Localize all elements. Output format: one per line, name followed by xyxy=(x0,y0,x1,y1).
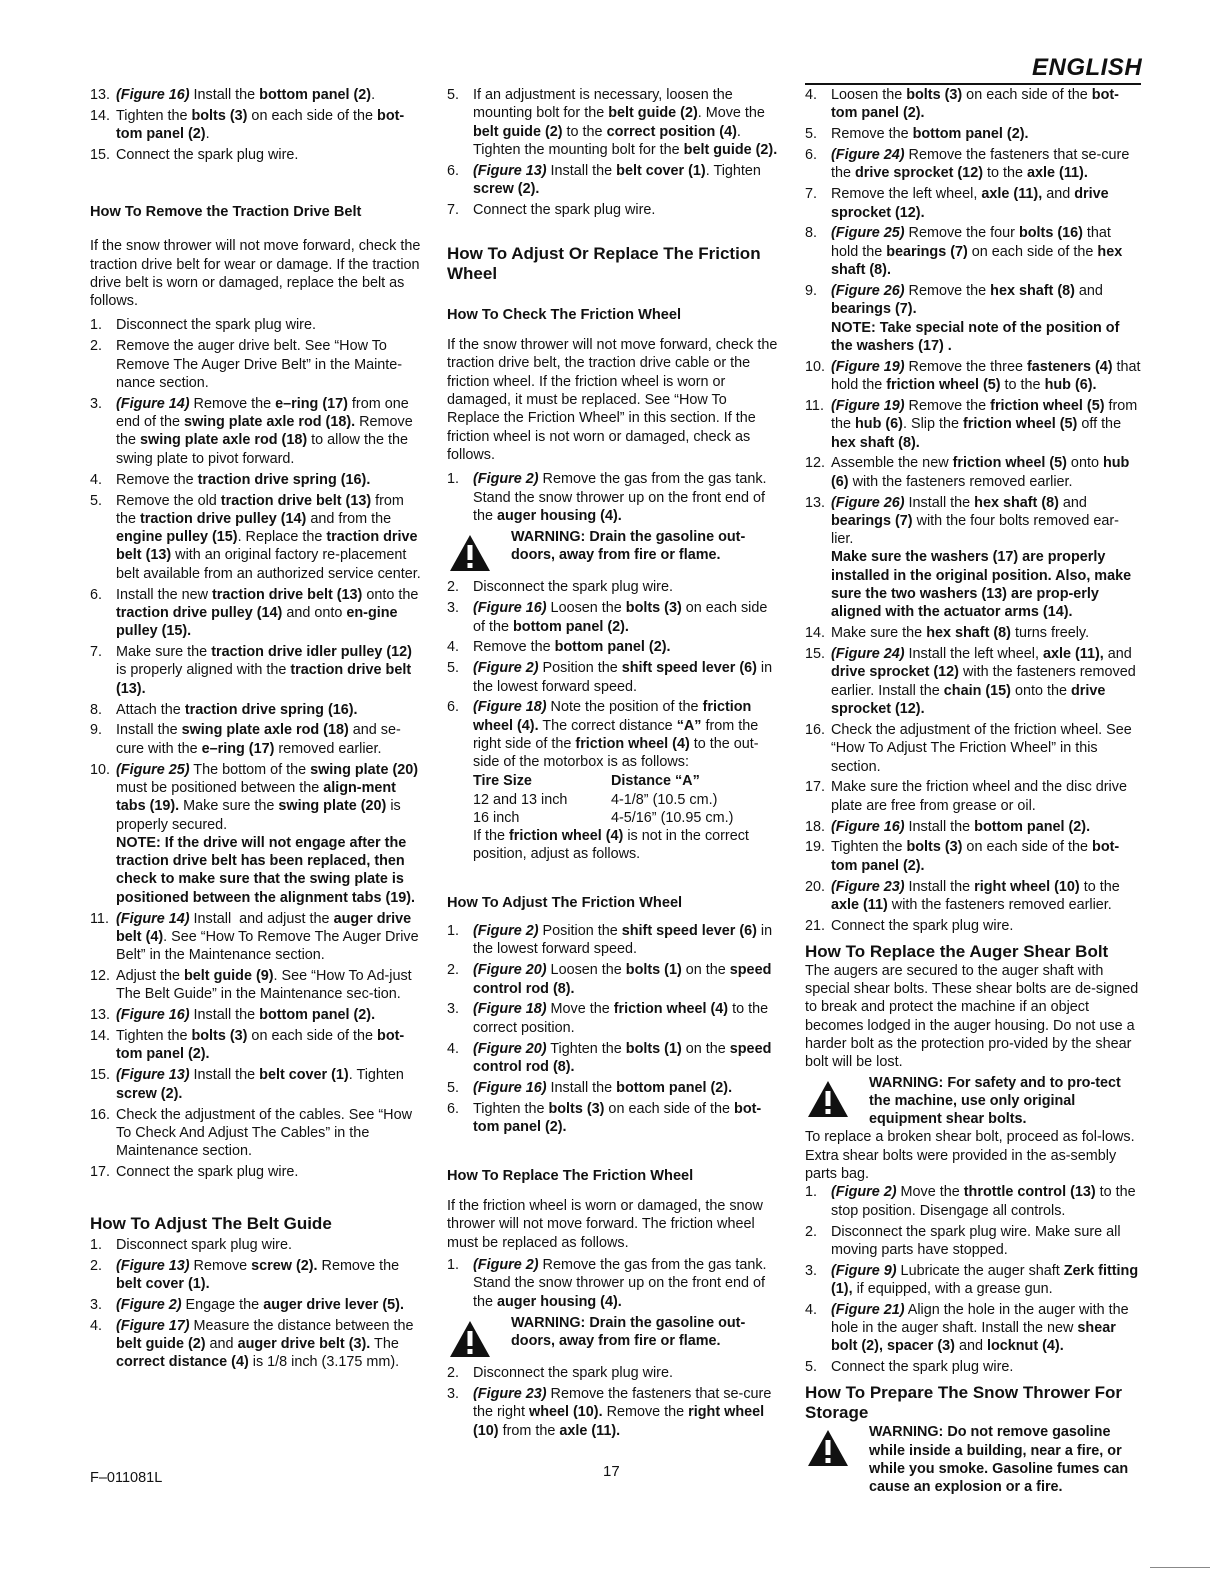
replace-heading: How To Replace The Friction Wheel xyxy=(447,1167,694,1184)
step-text: Make sure the hex shaft (8) turns freely. xyxy=(831,625,1090,642)
step-text: Remove the bottom panel (2). xyxy=(473,639,671,656)
list-item xyxy=(90,1317,426,1372)
list-item xyxy=(805,494,1141,622)
list-item xyxy=(447,698,783,771)
step-number: 8. xyxy=(805,225,818,242)
list-item xyxy=(90,1066,426,1103)
step-number: 3. xyxy=(90,1296,103,1313)
step-number: 2. xyxy=(90,338,103,355)
replace-step-1 xyxy=(447,1256,783,1311)
step-text: Connect the spark plug wire. xyxy=(473,201,656,218)
step-number: 21. xyxy=(805,917,826,934)
list-item xyxy=(90,395,426,468)
step-number: 5. xyxy=(805,1359,818,1376)
list-item xyxy=(90,701,426,719)
step-text: If an adjustment is necessary, loosen the mounting bolt for the belt guide (2). Move the belt guide (2) to the correct position (4). Tighten the mounting bolt for the belt guide (2). xyxy=(473,87,778,158)
table-header-distance: Distance “A” xyxy=(611,773,700,790)
list-item xyxy=(447,1256,783,1311)
step-number: 2. xyxy=(447,579,460,596)
column-2 xyxy=(447,86,783,1443)
step-number: 10. xyxy=(805,358,826,375)
step-number: 14. xyxy=(805,625,826,642)
list-item xyxy=(90,1027,426,1064)
step-text: (Figure 21) Align the hole in the auger with the hole in the auger shaft. Install the new shear bolt (2), spacer (3) and locknut (4). xyxy=(831,1301,1129,1355)
warning-text: WARNING: Drain the gasoline out-doors, away from fire or flame. xyxy=(511,1314,746,1349)
step-number: 6. xyxy=(447,699,460,716)
replace-steps xyxy=(447,1364,783,1440)
warning-shear xyxy=(805,1074,1141,1129)
step-text: (Figure 23) Install the right wheel (10) to the axle (11) with the fasteners removed earlier. xyxy=(831,878,1120,913)
step-text: Remove the old traction drive belt (13) from the traction drive pulley (14) and from the engine pulley (15). Replace the traction drive belt (13) with an original factory re-placement belt available from an authorized service center. xyxy=(116,492,421,582)
step-number: 1. xyxy=(805,1184,818,1201)
shear-intro: The augers are secured to the auger shaft with special shear bolts. These shear bolts are de-signed to break and protect the machine if an object becomes lodged in the auger housing. Do not use a harder bolt as the protection pro-vided by the shear bolt will be lost. xyxy=(805,962,1139,1071)
step-number: 2. xyxy=(447,962,460,979)
list-item xyxy=(447,638,783,656)
step-text: Remove the left wheel, axle (11), and drive sprocket (12). xyxy=(831,186,1109,221)
step-text: Install the swing plate axle rod (18) and se-cure with the e–ring (17) removed earlier. xyxy=(116,722,401,757)
step-number: 9. xyxy=(805,282,818,299)
step-number: 20. xyxy=(805,878,826,895)
step-number: 4. xyxy=(90,471,103,488)
step-number: 1. xyxy=(447,471,460,488)
step-text: Remove the traction drive spring (16). xyxy=(116,471,371,488)
step-text: (Figure 24) Remove the fasteners that se-cure the drive sprocket (12) to the axle (11). xyxy=(831,147,1130,182)
list-item xyxy=(447,1000,783,1037)
doc-code: F–011081L xyxy=(90,1470,163,1486)
step-text: (Figure 13) Install the belt cover (1). Tighten screw (2). xyxy=(116,1067,404,1102)
step-number: 12. xyxy=(805,455,826,472)
page-number: 17 xyxy=(603,1463,620,1480)
traction-intro: If the snow thrower will not move forward, check the traction drive belt for wear or damage. If the traction drive belt is worn or damaged, replace the belt as follows. xyxy=(90,238,421,310)
list-item xyxy=(90,1106,426,1161)
step-text: Disconnect the spark plug wire. Make sure all moving parts have stopped. xyxy=(831,1223,1121,1258)
step-text: Assemble the new friction wheel (5) onto hub (6) with the fasteners removed earlier. xyxy=(831,455,1130,490)
friction-heading: How To Adjust Or Replace The Friction Wheel xyxy=(447,243,761,283)
warning-icon xyxy=(807,1429,849,1467)
warning-text: WARNING: Drain the gasoline out-doors, away from fire or flame. xyxy=(511,528,746,564)
step-text: (Figure 20) Loosen the bolts (1) on the speed control rod (8). xyxy=(473,962,772,997)
step-number: 13. xyxy=(805,494,826,511)
step-text: (Figure 18) Note the position of the friction wheel (4). The correct distance “A” from the right side of the friction wheel (4) to the out-side of the motorbox is as follows: xyxy=(473,699,759,771)
step-number: 3. xyxy=(447,1386,460,1403)
step-number: 19. xyxy=(805,839,826,856)
check-heading: How To Check The Friction Wheel xyxy=(447,306,682,323)
step-number: 9. xyxy=(90,722,103,739)
list-item xyxy=(805,1262,1141,1299)
belt-guide-heading: How To Adjust The Belt Guide xyxy=(90,1213,332,1233)
step-number: 4. xyxy=(447,1040,460,1057)
step-number: 12. xyxy=(90,968,111,985)
step-text: (Figure 13) Install the belt cover (1). Tighten screw (2). xyxy=(473,162,761,198)
list-item xyxy=(90,86,426,104)
list-item xyxy=(805,624,1141,642)
step-text: (Figure 2) Remove the gas from the gas tank. Stand the snow thrower up on the front end of the auger housing (4). xyxy=(473,471,767,524)
column-3 xyxy=(805,86,1141,1496)
step-number: 6. xyxy=(805,147,818,164)
list-item xyxy=(90,1006,426,1024)
step-number: 16. xyxy=(90,1106,111,1123)
step-text: (Figure 16) Install the bottom panel (2). xyxy=(116,1007,376,1024)
warning-text: WARNING: For safety and to pro-tect the machine, use only original equipment shear bolts. xyxy=(869,1074,1121,1128)
step-number: 5. xyxy=(90,492,103,509)
list-item xyxy=(447,201,783,219)
step-number: 14. xyxy=(90,1028,111,1045)
list-item xyxy=(447,922,783,959)
list-item xyxy=(90,586,426,641)
list-item xyxy=(805,397,1141,452)
step-text: Adjust the belt guide (9). See “How To Ad-just The Belt Guide” in the Maintenance sec-tion. xyxy=(116,968,412,1003)
list-item xyxy=(447,1040,783,1077)
list-item xyxy=(447,1100,783,1137)
shear-heading: How To Replace the Auger Shear Bolt xyxy=(805,941,1109,961)
list-item xyxy=(90,761,426,907)
step-text: Tighten the bolts (3) on each side of the bot-tom panel (2). xyxy=(473,1100,762,1135)
step-text: (Figure 14) Install and adjust the auger drive belt (4). See “How To Remove The Auger Drive Belt” in the Maintenance section. xyxy=(116,910,419,964)
step-number: 5. xyxy=(447,87,460,103)
step-number: 4. xyxy=(90,1317,103,1334)
list-item xyxy=(90,107,426,144)
list-item xyxy=(805,282,1141,355)
list-item xyxy=(447,86,783,159)
step-number: 6. xyxy=(447,162,460,179)
step-number: 14. xyxy=(90,107,111,124)
step-number: 2. xyxy=(805,1223,818,1240)
list-item xyxy=(805,454,1141,491)
step-number: 17. xyxy=(805,779,826,796)
step-text: Disconnect spark plug wire. xyxy=(116,1236,292,1253)
list-item xyxy=(447,578,783,596)
step-number: 7. xyxy=(90,644,103,661)
list-item xyxy=(805,1301,1141,1356)
list-item xyxy=(90,721,426,758)
list-item xyxy=(90,1163,426,1181)
list-item xyxy=(447,961,783,998)
step-number: 7. xyxy=(447,201,460,218)
step-text: Connect the spark plug wire. xyxy=(116,1164,299,1181)
table-cell: 16 inch xyxy=(473,809,520,826)
step-text: (Figure 16) Install the bottom panel (2). xyxy=(831,818,1091,835)
shear-intro-2: To replace a broken shear bolt, proceed as fol-lows. Extra shear bolts were provided in the as-sembly parts bag. xyxy=(805,1129,1135,1183)
step-number: 3. xyxy=(90,395,103,412)
warning-icon xyxy=(449,534,491,572)
step-text: Disconnect the spark plug wire. xyxy=(116,317,316,334)
step-text: Connect the spark plug wire. xyxy=(831,917,1014,934)
table-cell: 12 and 13 inch xyxy=(473,791,568,808)
warning-drain-1 xyxy=(447,528,783,565)
step-number: 1. xyxy=(447,1257,460,1274)
check-step-1 xyxy=(447,470,783,525)
step-number: 4. xyxy=(447,639,460,656)
list-item xyxy=(447,1385,783,1440)
step-text: Check the adjustment of the cables. See “How To Check And Adjust The Cables” in the Maintenance section. xyxy=(116,1106,412,1160)
list-item xyxy=(90,910,426,965)
table-after-text: If the friction wheel (4) is not in the correct position, adjust as follows. xyxy=(473,828,749,863)
step-text: Tighten the bolts (3) on each side of the bot-tom panel (2). xyxy=(116,1028,405,1063)
list-item xyxy=(805,645,1141,718)
list-item xyxy=(90,1257,426,1294)
adjust-steps xyxy=(447,922,783,1136)
step-text: Disconnect the spark plug wire. xyxy=(473,579,673,596)
step-text: (Figure 2) Position the shift speed lever (6) in the lowest forward speed. xyxy=(473,660,773,695)
step-text: Remove the bottom panel (2). xyxy=(831,126,1029,143)
warning-drain-2 xyxy=(447,1314,783,1351)
list-item xyxy=(805,818,1141,836)
shear-steps xyxy=(805,1183,1141,1376)
step-number: 6. xyxy=(447,1100,460,1117)
list-item xyxy=(90,1296,426,1314)
step-number: 3. xyxy=(447,600,460,617)
step-text: Make sure the friction wheel and the disc drive plate are free from grease or oil. xyxy=(831,779,1127,814)
warning-text: WARNING: Do not remove gasoline while inside a building, near a fire, or while you smoke. Gasoline fumes can cause an explosion or a fire. xyxy=(869,1424,1129,1496)
step-number: 11. xyxy=(805,397,824,414)
belt-guide-cont-steps xyxy=(447,86,783,219)
step-text: (Figure 16) Loosen the bolts (3) on each side of the bottom panel (2). xyxy=(473,600,768,635)
distance-table xyxy=(447,772,783,863)
step-text: Make sure the traction drive idler pulley (12) is properly aligned with the traction drive belt (13). xyxy=(116,644,412,697)
step-number: 2. xyxy=(447,1365,460,1382)
list-item xyxy=(805,1223,1141,1260)
step-text: (Figure 19) Remove the three fasteners (4) that hold the friction wheel (5) to the hub (6). xyxy=(831,358,1141,394)
step-text: (Figure 2) Remove the gas from the gas tank. Stand the snow thrower up on the front end of the auger housing (4). xyxy=(473,1257,767,1310)
step-text: (Figure 25) The bottom of the swing plate (20) must be positioned between the align-ment tabs (19). Make sure the swing plate (20) is properly secured. NOTE: If the drive will not engage after the traction drive belt has been replaced, then check to make sure that the swing plate is positioned between the alignment tabs (19). xyxy=(116,761,419,906)
step-number: 5. xyxy=(447,660,460,677)
list-item xyxy=(90,492,426,583)
step-number: 15. xyxy=(805,646,826,663)
step-number: 1. xyxy=(90,1236,103,1253)
replace-intro: If the friction wheel is worn or damaged, the snow thrower will not move forward. The friction wheel must be replaced as follows. xyxy=(447,1198,763,1251)
step-text: (Figure 26) Remove the hex shaft (8) and bearings (7). NOTE: Take special note of the position of the washers (17) . xyxy=(831,282,1120,354)
step-text: (Figure 18) Move the friction wheel (4) to the correct position. xyxy=(473,1001,769,1036)
check-intro: If the snow thrower will not move forward, check the traction drive belt, the traction drive cable or the friction wheel. If the friction wheel is worn or damaged, it must be replaced. See “How To Replace the Friction Wheel” in this section. If the friction wheel is not worn or damaged, check as follows. xyxy=(447,337,778,463)
step-text: Tighten the bolts (3) on each side of the bot-tom panel (2). xyxy=(831,839,1120,874)
bottom-rule xyxy=(1150,1567,1210,1568)
step-text: Connect the spark plug wire. xyxy=(831,1359,1014,1376)
steps-pre xyxy=(90,86,426,164)
warning-icon xyxy=(449,1320,491,1358)
storage-heading: How To Prepare The Snow Thrower For Storage xyxy=(805,1383,1123,1423)
step-text: (Figure 16) Install the bottom panel (2). xyxy=(116,87,376,103)
list-item xyxy=(90,146,426,164)
step-text: (Figure 2) Engage the auger drive lever (5). xyxy=(116,1296,404,1313)
step-number: 3. xyxy=(447,1001,460,1018)
table-cell: 4-5/16” (10.95 cm.) xyxy=(611,809,734,826)
list-item xyxy=(90,337,426,392)
list-item xyxy=(805,224,1141,279)
list-item xyxy=(805,1358,1141,1376)
list-item xyxy=(805,917,1141,935)
step-number: 1. xyxy=(447,923,460,940)
step-number: 3. xyxy=(805,1262,818,1279)
step-number: 13. xyxy=(90,87,111,103)
list-item xyxy=(447,470,783,525)
list-item xyxy=(805,146,1141,183)
list-item xyxy=(90,316,426,334)
adjust-heading: How To Adjust The Friction Wheel xyxy=(447,894,683,911)
step-number: 2. xyxy=(90,1257,103,1274)
step-text: Attach the traction drive spring (16). xyxy=(116,701,358,718)
step-number: 4. xyxy=(805,1301,818,1318)
step-number: 16. xyxy=(805,721,826,738)
list-item xyxy=(90,1236,426,1254)
list-item xyxy=(805,838,1141,875)
list-item xyxy=(805,358,1141,395)
step-text: Install the new traction drive belt (13) onto the traction drive pulley (14) and onto en-gine pulley (15). xyxy=(116,586,419,640)
step-text: (Figure 24) Install the left wheel, axle (11), and drive sprocket (12) with the fasteners removed earlier. Install the chain (15) onto the drive sprocket (12). xyxy=(831,646,1136,718)
step-number: 15. xyxy=(90,1067,111,1084)
list-item xyxy=(805,878,1141,915)
traction-heading: How To Remove the Traction Drive Belt xyxy=(90,203,362,220)
step-number: 5. xyxy=(805,126,818,143)
step-text: (Figure 17) Measure the distance between the belt guide (2) and auger drive belt (3). The correct distance (4) is 1/8 inch (3.175 mm). xyxy=(116,1317,414,1371)
check-steps xyxy=(447,578,783,771)
step-number: 6. xyxy=(90,586,103,603)
step-number: 8. xyxy=(90,701,103,718)
language-label: ENGLISH xyxy=(1032,54,1143,81)
step-text: (Figure 14) Remove the e–ring (17) from one end of the swing plate axle rod (18). Remove the swing plate axle rod (18) to allow the the swing plate to pivot forward. xyxy=(116,395,413,467)
step-text: (Figure 26) Install the hex shaft (8) and bearings (7) with the four bolts removed ear-lier. Make sure the washers (17) are properly installed in the original position. Also, make sure the two washers (13) are prop-erly aligned with the actuator arms (14). xyxy=(831,494,1132,621)
list-item xyxy=(805,1183,1141,1220)
step-text: (Figure 2) Move the throttle control (13) to the stop position. Disengage all controls. xyxy=(831,1184,1136,1219)
step-text: (Figure 25) Remove the four bolts (16) that hold the bearings (7) on each side of the hex shaft (8). xyxy=(831,225,1123,279)
step-text: Tighten the bolts (3) on each side of the bot-tom panel (2). xyxy=(116,107,405,143)
step-text: Check the adjustment of the friction wheel. See “How To Adjust The Friction Wheel” in this section. xyxy=(831,721,1132,775)
list-item xyxy=(447,1364,783,1382)
step-number: 15. xyxy=(90,147,111,164)
step-number: 5. xyxy=(447,1079,460,1096)
step-number: 18. xyxy=(805,818,826,835)
list-item xyxy=(447,599,783,636)
step-text: Connect the spark plug wire. xyxy=(116,147,299,164)
step-number: 4. xyxy=(805,87,818,103)
step-text: Disconnect the spark plug wire. xyxy=(473,1365,673,1382)
list-item xyxy=(90,471,426,489)
warning-icon xyxy=(807,1080,849,1118)
step-text: (Figure 13) Remove screw (2). Remove the belt cover (1). xyxy=(116,1257,400,1293)
step-text: (Figure 16) Install the bottom panel (2). xyxy=(473,1079,733,1096)
step-number: 7. xyxy=(805,186,818,203)
list-item xyxy=(805,185,1141,222)
traction-steps xyxy=(90,316,426,1181)
step-text: Loosen the bolts (3) on each side of the bot-tom panel (2). xyxy=(831,87,1119,122)
step-text: (Figure 2) Position the shift speed lever (6) in the lowest forward speed. xyxy=(473,923,773,958)
step-text: Remove the auger drive belt. See “How To Remove The Auger Drive Belt” in the Mainte-nance section. xyxy=(116,338,403,391)
step-text: (Figure 20) Tighten the bolts (1) on the speed control rod (8). xyxy=(473,1040,772,1075)
step-text: (Figure 19) Remove the friction wheel (5) from the hub (6). Slip the friction wheel (5) off the hex shaft (8). xyxy=(831,397,1138,451)
table-header-size: Tire Size xyxy=(473,773,532,790)
step-text: (Figure 9) Lubricate the auger shaft Zerk fitting (1), if equipped, with a grease gun. xyxy=(831,1262,1139,1297)
step-number: 11. xyxy=(90,910,109,927)
list-item xyxy=(805,86,1141,123)
belt-guide-steps xyxy=(90,1236,426,1372)
step-number: 1. xyxy=(90,317,103,334)
list-item xyxy=(805,778,1141,815)
list-item xyxy=(805,721,1141,776)
step-number: 13. xyxy=(90,1007,111,1024)
step-number: 10. xyxy=(90,761,111,778)
list-item xyxy=(90,643,426,698)
list-item xyxy=(805,125,1141,143)
table-cell: 4-1/8” (10.5 cm.) xyxy=(611,791,718,808)
header-rule xyxy=(805,83,1141,85)
list-item xyxy=(447,659,783,696)
step-number: 17. xyxy=(90,1164,111,1181)
column-1 xyxy=(90,86,426,1374)
replace-cont-steps xyxy=(805,86,1141,935)
list-item xyxy=(447,1079,783,1097)
step-text: (Figure 23) Remove the fasteners that se-cure the right wheel (10). Remove the right wheel (10) from the axle (11). xyxy=(473,1386,772,1439)
list-item xyxy=(447,162,783,199)
warning-storage xyxy=(805,1423,1141,1496)
list-item xyxy=(90,967,426,1004)
